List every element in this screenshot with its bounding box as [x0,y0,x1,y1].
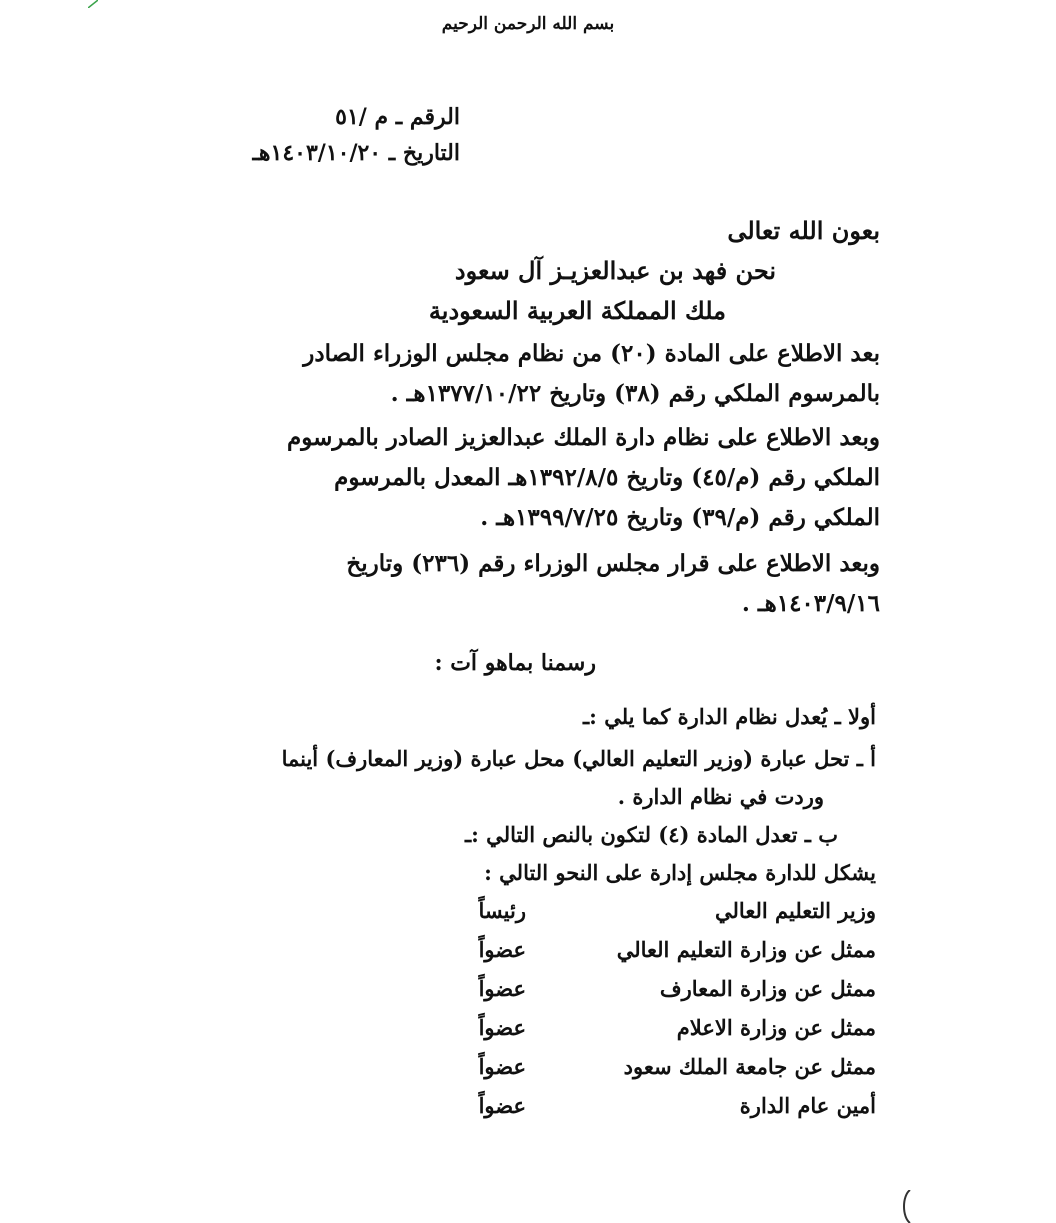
board-row [456,1054,876,1093]
board-member: ممثل عن وزارة الاعلام [676,1015,876,1040]
preamble-line: بعد الاطلاع على المادة (٢٠) من نظام مجلس الوزراء الصادر [303,340,880,367]
board-member: ممثل عن جامعة الملك سعود [623,1054,876,1079]
preamble-paragraph [190,334,880,414]
board-member: ممثل عن وزارة المعارف [659,976,876,1001]
board-member: ممثل عن وزارة التعليم العالي [616,937,876,962]
article-item-a: أ ـ تحل عبارة (وزير التعليم العالي) محل عبارة (وزير المعارف) أينما [281,746,876,771]
board-role: عضواً [478,1054,526,1079]
board-row [456,1093,876,1132]
board-role: عضواً [478,937,526,962]
board-member: أمين عام الدارة [739,1093,876,1118]
preamble-paragraph [190,418,880,538]
preamble-line: الملكي رقم (م/٤٥) وتاريخ ١٣٩٢/٨/٥هـ المعدل بالمرسوم [334,464,880,491]
board-role: عضواً [478,1015,526,1040]
heading-divine: بعون الله تعالى [727,216,880,245]
page-edge-bracket-icon [898,1190,914,1223]
article-item-b: ب ـ تعدل المادة (٤) لتكون بالنص التالي :ـ [464,822,838,847]
article-item-a-continued: وردت في نظام الدارة . [617,784,824,809]
preamble-line: وبعد الاطلاع على نظام دارة الملك عبدالعزيز الصادر بالمرسوم [286,424,880,451]
basmala: بسم الله الرحمن الرحيم [441,14,615,34]
article-first: أولا ـ يُعدل نظام الدارة كما يلي :ـ [583,704,876,729]
board-member: وزير التعليم العالي [715,898,876,923]
board-role: عضواً [478,1093,526,1118]
board-row [456,898,876,937]
board-intro: يشكل للدارة مجلس إدارة على النحو التالي : [484,860,876,885]
preamble-line: ١٤٠٣/٩/١٦هـ . [741,590,880,617]
preamble-line: الملكي رقم (م/٣٩) وتاريخ ١٣٩٩/٧/٢٥هـ . [480,504,880,531]
reference-number: الرقم ـ م /٥١ [335,104,460,130]
preamble-line: وبعد الاطلاع على قرار مجلس الوزراء رقم (٢٣٦) وتاريخ [346,550,880,577]
reference-date: التاريخ ـ ١٤٠٣/١٠/٢٠هـ [252,140,460,166]
decree-heading: رسمنا بماهو آت : [434,650,596,676]
board-row [456,1015,876,1054]
green-corner-mark-icon [88,0,98,8]
preamble-line: بالمرسوم الملكي رقم (٣٨) وتاريخ ١٣٧٧/١٠/٢٢هـ . [390,380,880,407]
board-composition-list [456,898,876,1132]
heading-king-name: نحن فهد بن عبدالعزيـز آل سعود [454,256,776,285]
preamble-paragraph [190,544,880,624]
board-row [456,937,876,976]
board-row [456,976,876,1015]
board-role: عضواً [478,976,526,1001]
board-role: رئيساً [478,898,526,923]
heading-king-title: ملك المملكة العربية السعودية [428,296,726,325]
